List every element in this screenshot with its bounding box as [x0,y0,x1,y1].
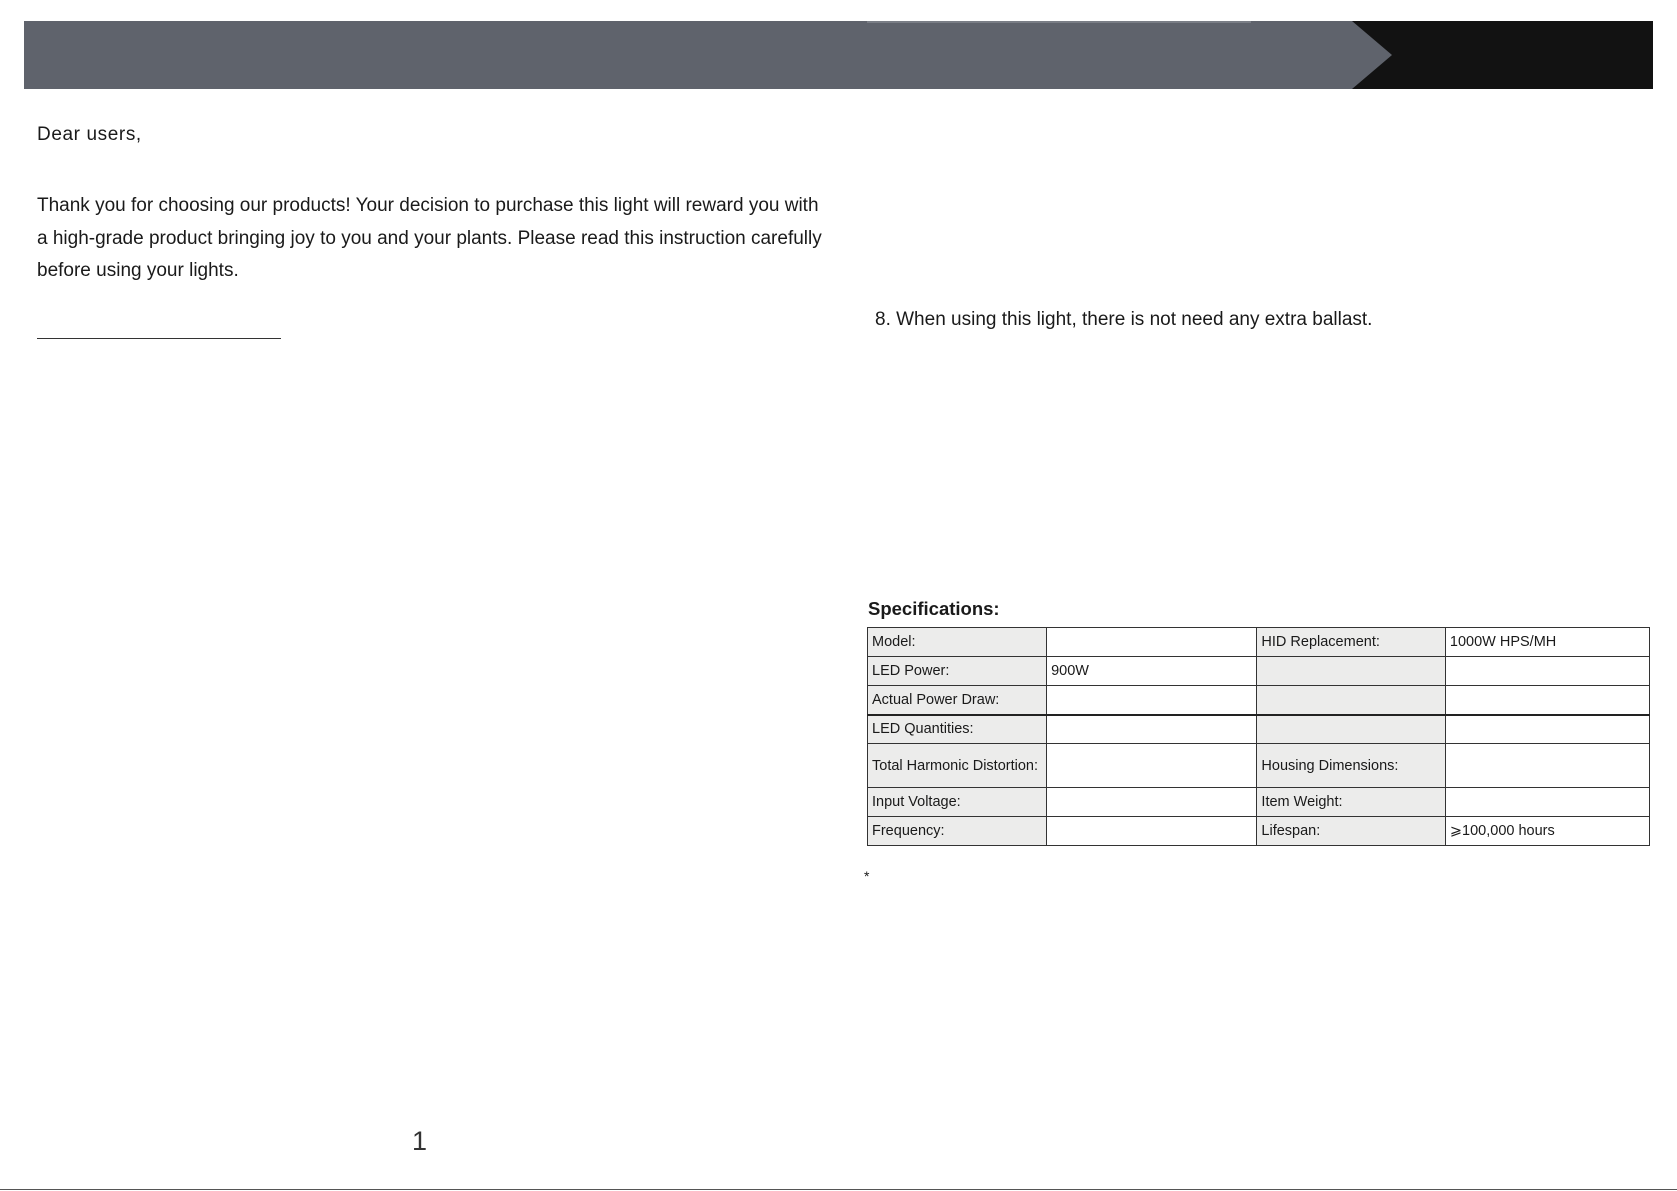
spec-label-cell: Housing Dimensions: [1257,744,1445,788]
spec-label-cell [1257,657,1445,686]
bottom-divider [0,1189,1677,1190]
spec-value-cell [1047,715,1257,744]
spec-label-cell: HID Replacement: [1257,628,1445,657]
spec-label-cell: Lifespan: [1257,817,1445,846]
spec-value-cell: 1000W HPS/MH [1445,628,1649,657]
spec-label-cell: Actual Power Draw: [868,686,1047,715]
specifications-title: Specifications: [868,598,1000,619]
intro-paragraph: Thank you for choosing our products! Your decision to purchase this light will reward you with a high-grade product bringing joy to you and your plants. Please read this instruction carefully before using your lights. [37,195,822,281]
spec-label-cell: LED Power: [868,657,1047,686]
footnote-marker: * [864,868,870,884]
table-row [868,686,1650,715]
instruction-8: 8. When using this light, there is not need any extra ballast. [875,309,1373,330]
banner-dark-block [1352,21,1653,89]
spec-value-cell [1047,628,1257,657]
spec-value-cell: ⩾100,000 hours [1445,817,1649,846]
spec-label-cell: Frequency: [868,817,1047,846]
table-row [868,657,1650,686]
banner-arrow [1352,21,1392,89]
specifications-table [867,627,1650,846]
table-row [868,628,1650,657]
spec-label-cell [1257,686,1445,715]
spec-value-cell [1047,788,1257,817]
page-number: 1 [412,1126,428,1156]
spec-value-cell [1445,788,1649,817]
spec-value-cell [1047,817,1257,846]
spec-value-cell [1047,686,1257,715]
table-row [868,744,1650,788]
table-row [868,715,1650,744]
spec-value-cell: 900W [1047,657,1257,686]
spec-label-cell: Item Weight: [1257,788,1445,817]
header-banner [24,21,1653,89]
table-row [868,788,1650,817]
spec-label-cell: Total Harmonic Distortion: [868,744,1047,788]
spec-label-cell: Model: [868,628,1047,657]
spec-value-cell [1445,657,1649,686]
spec-value-cell [1445,715,1649,744]
table-row [868,817,1650,846]
spec-label-cell: LED Quantities: [868,715,1047,744]
banner-highlight [867,21,1251,23]
spec-value-cell [1047,744,1257,788]
divider-line [37,338,281,339]
spec-value-cell [1445,686,1649,715]
spec-value-cell [1445,744,1649,788]
greeting: Dear users, [37,124,142,145]
spec-label-cell [1257,715,1445,744]
spec-label-cell: Input Voltage: [868,788,1047,817]
